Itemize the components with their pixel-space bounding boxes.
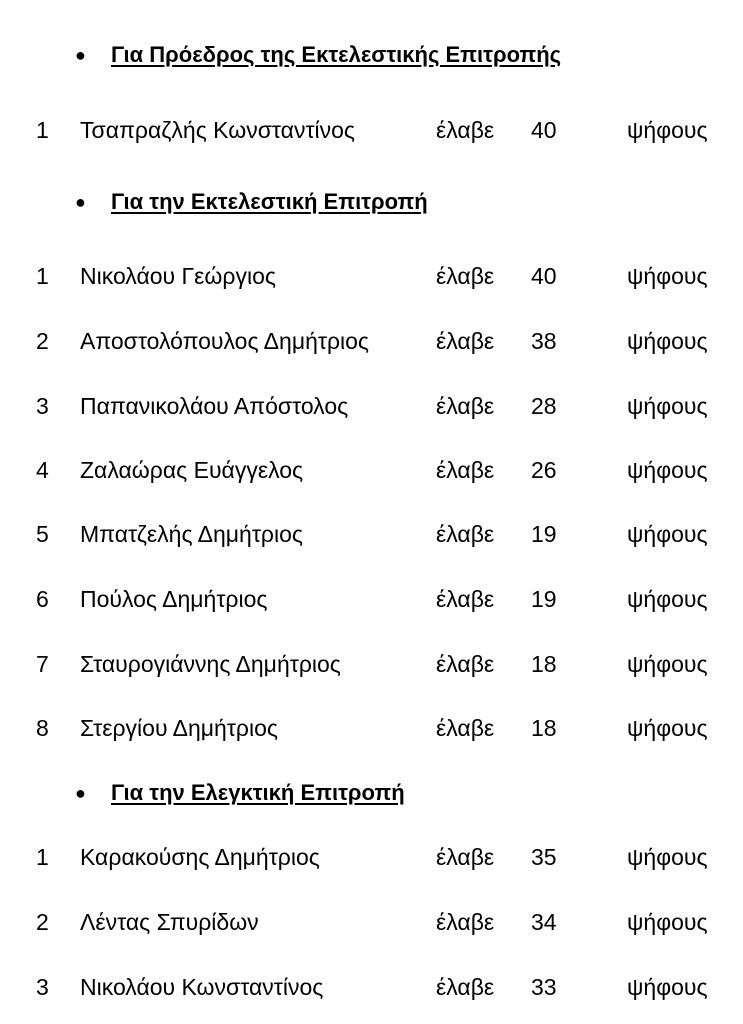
section-heading-executive: ● Για την Εκτελεστική Επιτροπή — [75, 189, 428, 214]
took-label: έλαβε — [436, 909, 495, 935]
votes-unit: ψήφους — [627, 521, 708, 547]
bullet-icon: ● — [75, 783, 86, 803]
candidate-name: Νικολάου Γεώργιος — [80, 263, 276, 289]
votes-unit: ψήφους — [627, 117, 708, 143]
result-row — [0, 520, 743, 548]
took-label: έλαβε — [436, 974, 495, 1000]
vote-count: 26 — [531, 457, 557, 483]
vote-count: 19 — [531, 586, 557, 612]
result-row — [0, 714, 743, 742]
result-row — [0, 116, 743, 144]
candidate-name: Παπανικολάου Απόστολος — [80, 393, 349, 419]
row-number: 6 — [36, 586, 49, 612]
votes-unit: ψήφους — [627, 263, 708, 289]
row-number: 4 — [36, 457, 49, 483]
candidate-name: Σταυρογιάννης Δημήτριος — [80, 651, 341, 677]
result-row — [0, 392, 743, 420]
votes-unit: ψήφους — [627, 651, 708, 677]
took-label: έλαβε — [436, 651, 495, 677]
votes-unit: ψήφους — [627, 715, 708, 741]
bullet-icon: ● — [75, 45, 86, 65]
took-label: έλαβε — [436, 117, 495, 143]
vote-count: 33 — [531, 974, 557, 1000]
votes-unit: ψήφους — [627, 457, 708, 483]
vote-count: 40 — [531, 263, 557, 289]
took-label: έλαβε — [436, 715, 495, 741]
took-label: έλαβε — [436, 393, 495, 419]
vote-count: 18 — [531, 715, 557, 741]
result-row — [0, 650, 743, 678]
took-label: έλαβε — [436, 457, 495, 483]
vote-count: 34 — [531, 909, 557, 935]
took-label: έλαβε — [436, 844, 495, 870]
section-heading-president: ● Για Πρόεδρος της Εκτελεστικής Επιτροπής — [75, 42, 562, 67]
row-number: 2 — [36, 328, 49, 354]
row-number: 1 — [36, 844, 49, 870]
candidate-name: Αποστολόπουλος Δημήτριος — [80, 328, 370, 354]
candidate-name: Τσαπραζλής Κωνσταντίνος — [80, 117, 356, 143]
result-row — [0, 843, 743, 871]
votes-unit: ψήφους — [627, 586, 708, 612]
votes-unit: ψήφους — [627, 393, 708, 419]
vote-count: 35 — [531, 844, 557, 870]
candidate-name: Νικολάου Κωνσταντίνος — [80, 974, 324, 1000]
candidate-name: Λέντας Σπυρίδων — [80, 909, 259, 935]
row-number: 3 — [36, 393, 49, 419]
candidate-name: Πούλος Δημήτριος — [80, 586, 268, 612]
row-number: 1 — [36, 117, 49, 143]
row-number: 7 — [36, 651, 49, 677]
took-label: έλαβε — [436, 586, 495, 612]
candidate-name: Ζαλαώρας Ευάγγελος — [80, 457, 304, 483]
votes-unit: ψήφους — [627, 909, 708, 935]
candidate-name: Καρακούσης Δημήτριος — [80, 844, 320, 870]
took-label: έλαβε — [436, 263, 495, 289]
section-heading-audit: ● Για την Ελεγκτική Επιτροπή — [75, 780, 405, 805]
took-label: έλαβε — [436, 328, 495, 354]
result-row — [0, 585, 743, 613]
row-number: 5 — [36, 521, 49, 547]
votes-unit: ψήφους — [627, 328, 708, 354]
result-row — [0, 973, 743, 1001]
result-row — [0, 262, 743, 290]
row-number: 2 — [36, 909, 49, 935]
vote-count: 19 — [531, 521, 557, 547]
candidate-name: Στεργίου Δημήτριος — [80, 715, 278, 741]
row-number: 1 — [36, 263, 49, 289]
bullet-icon: ● — [75, 192, 86, 212]
candidate-name: Μπατζελής Δημήτριος — [80, 521, 304, 547]
row-number: 8 — [36, 715, 49, 741]
vote-count: 28 — [531, 393, 557, 419]
result-row — [0, 908, 743, 936]
votes-unit: ψήφους — [627, 844, 708, 870]
took-label: έλαβε — [436, 521, 495, 547]
vote-count: 18 — [531, 651, 557, 677]
votes-unit: ψήφους — [627, 974, 708, 1000]
vote-count: 40 — [531, 117, 557, 143]
vote-count: 38 — [531, 328, 557, 354]
result-row — [0, 456, 743, 484]
result-row — [0, 327, 743, 355]
row-number: 3 — [36, 974, 49, 1000]
